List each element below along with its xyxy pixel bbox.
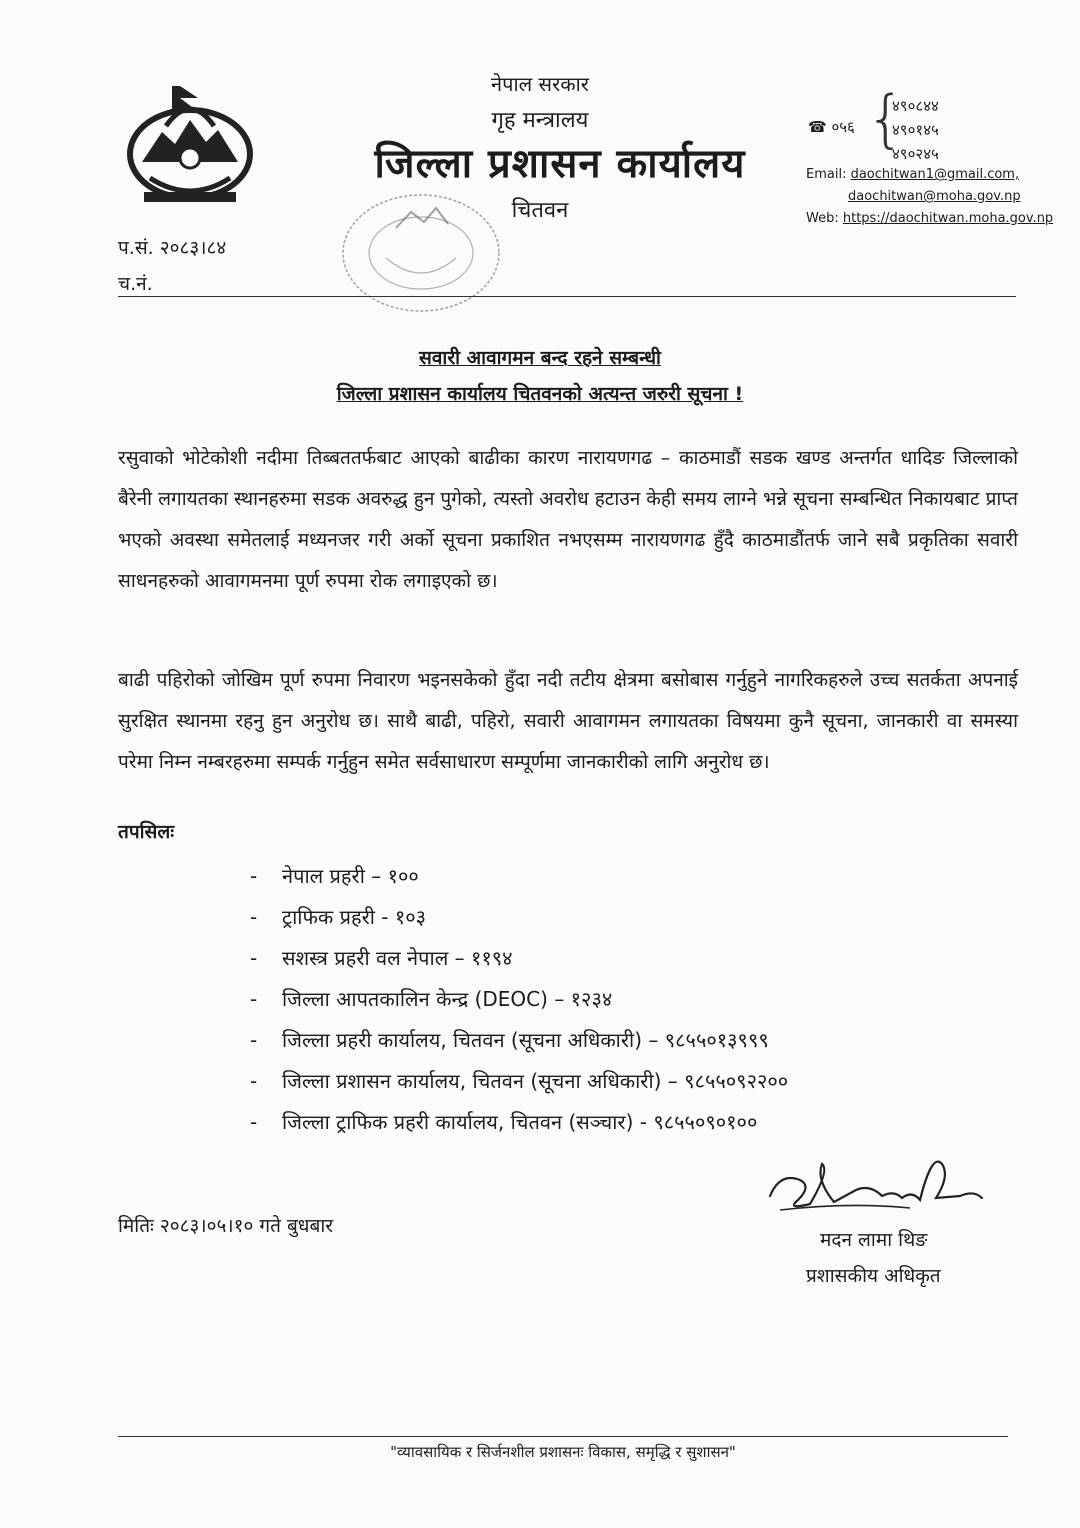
list-dash: - <box>250 1069 258 1093</box>
nepal-emblem-icon <box>120 82 260 214</box>
notice-title-line-2: जिल्ला प्रशासन कार्यालय चितवनको अत्यन्त जरुरी सूचना ! <box>336 383 744 405</box>
contact-list <box>250 856 788 1143</box>
list-item <box>250 1020 788 1061</box>
list-item-text: जिल्ला ट्राफिक प्रहरी कार्यालय, चितवन (सञ्चार) - ९८५५०९०१०० <box>282 1110 758 1134</box>
list-item-text: ट्राफिक प्रहरी - १०३ <box>282 905 427 929</box>
district-name: चितवन <box>511 198 569 223</box>
list-item-text: सशस्त्र प्रहरी वल नेपाल – ११९४ <box>282 946 513 970</box>
phone-number: ४९०२४५ <box>892 145 939 163</box>
letter-number: प.सं. २०८३।८४ <box>118 237 227 259</box>
signatory-title: प्रशासकीय अधिकृत <box>806 1265 941 1287</box>
office-stamp-icon <box>336 188 506 318</box>
list-item <box>250 979 788 1020</box>
notice-title <box>100 340 980 412</box>
footer-divider <box>118 1436 1008 1437</box>
list-dash: - <box>250 1110 258 1134</box>
signatory-name: मदन लामा थिङ <box>820 1229 928 1251</box>
office-title: जिल्ला प्रशासन कार्यालय <box>374 141 746 187</box>
header-divider <box>118 296 1016 297</box>
footer-motto: "व्यावसायिक र सिर्जनशील प्रशासनः विकास, समृद्धि र सुशासन" <box>390 1443 736 1461</box>
body-paragraph-1: रसुवाको भोटेकोशी नदीमा तिब्बततर्फबाट आएको बाढीका कारण नारायणगढ – काठमाडौं सडक खण्ड अन्तर्गत धादिङ जिल्लाको बैरेनी लगायतका स्थानहरुमा सडक अवरुद्ध हुन पुगेको, त्यस्तो अवरोध हटाउन केही समय लाग्ने भन्ने सूचना सम्बन्धित निकायबाट प्राप्त भएको अवस्था समेतलाई मध्यनजर गरी अर्को सूचना प्रकाशित नभएसम्म नारायणगढ हुँदै काठमाडौंतर्फ जाने सबै प्रकृतिका सवारी साधनहरुको आवागमनमा पूर्ण रुपमा रोक लगाइएको छ। <box>118 447 1018 592</box>
web-link[interactable]: https://daochitwan.moha.gov.np <box>842 211 1054 226</box>
reference-block <box>118 230 226 302</box>
contact-block <box>806 164 1053 230</box>
list-item <box>250 1061 788 1102</box>
list-dash: - <box>250 864 258 888</box>
list-dash: - <box>250 1028 258 1052</box>
phone-area-code: ☎ ०५६ <box>808 118 855 136</box>
list-dash: - <box>250 946 258 970</box>
phone-number: ४९०१४५ <box>892 121 939 139</box>
email-link-1[interactable]: daochitwan1@gmail.com, <box>850 167 1020 182</box>
ministry-name: गृह मन्त्रालय <box>491 108 589 133</box>
phone-number: ४९०८४४ <box>892 97 939 115</box>
list-item <box>250 856 788 897</box>
list-item <box>250 1102 788 1143</box>
list-item-text: नेपाल प्रहरी – १०० <box>282 864 419 888</box>
notice-title-line-1: सवारी आवागमन बन्द रहने सम्बन्धी <box>419 347 661 369</box>
list-item-text: जिल्ला आपतकालिन केन्द्र (DEOC) – १२३४ <box>282 987 613 1011</box>
list-item <box>250 897 788 938</box>
email-link-2[interactable]: daochitwan@moha.gov.np <box>848 189 1021 204</box>
handwritten-signature-icon <box>760 1150 990 1230</box>
brace-glyph: { <box>866 82 906 155</box>
phone-numbers <box>892 94 939 166</box>
email-label: Email: <box>806 167 847 182</box>
list-dash: - <box>250 905 258 929</box>
schedule-label: तपसिलः <box>118 821 175 843</box>
list-item <box>250 938 788 979</box>
list-item-text: जिल्ला प्रहरी कार्यालय, चितवन (सूचना अधिकारी) – ९८५५०१३९९९ <box>282 1028 769 1052</box>
list-dash: - <box>250 987 258 1011</box>
list-item-text: जिल्ला प्रशासन कार्यालय, चितवन (सूचना अधिकारी) – ९८५५०९२२०० <box>282 1069 789 1093</box>
web-label: Web: <box>806 211 839 226</box>
dispatch-number: च.नं. <box>118 273 153 295</box>
government-name: नेपाल सरकार <box>491 72 589 96</box>
body-paragraph-2: बाढी पहिरोको जोखिम पूर्ण रुपमा निवारण भइनसकेको हुँदा नदी तटीय क्षेत्रमा बसोबास गर्नुहुने नागरिकहरुले उच्च सतर्कता अपनाई सुरक्षित स्थानमा रहनु हुन अनुरोध छ। साथै बाढी, पहिरो, सवारी आवागमन लगायतका विषयमा कुनै सूचना, जानकारी वा समस्या परेमा निम्न नम्बरहरुमा सम्पर्क गर्नुहुन समेत सर्वसाधारण सम्पूर्णमा जानकारीको लागि अनुरोध छ। <box>118 669 1018 773</box>
issue-date: मितिः २०८३।०५।१० गते बुधबार <box>118 1215 334 1237</box>
